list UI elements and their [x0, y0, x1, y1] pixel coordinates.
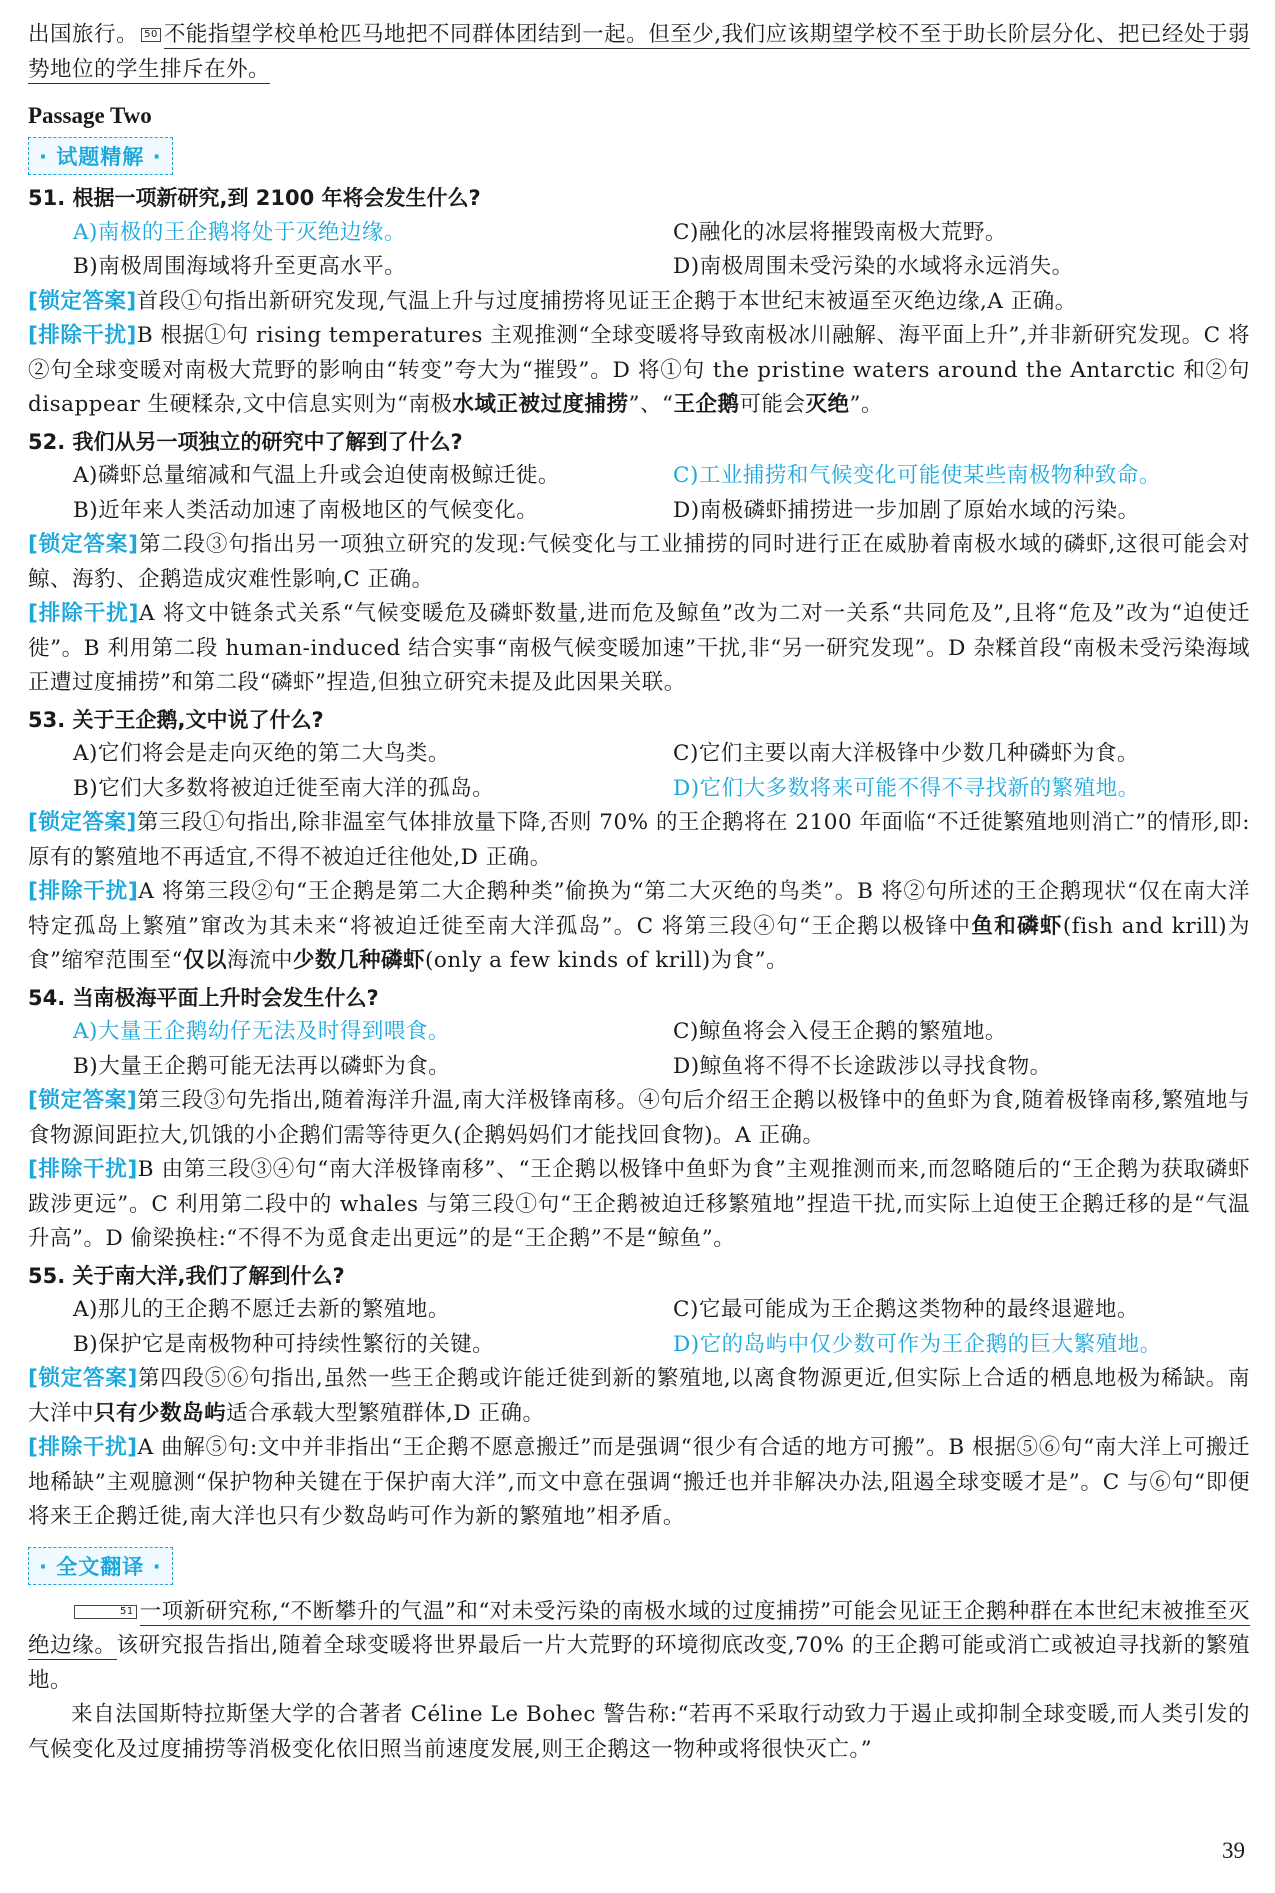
section-heading-analysis: · 试题精解 · — [28, 137, 173, 175]
page-content — [28, 18, 1250, 1767]
option-d: D)南极周围未受污染的水域将永远消失。 — [673, 254, 1074, 279]
sentence-marker: 51 — [74, 1605, 137, 1619]
option-b: B)大量王企鹅可能无法再以磷虾为食。 — [73, 1053, 451, 1079]
emphasis: 水域正被过度捕捞 — [452, 392, 629, 417]
question-51: 51. 根据一项新研究,到 2100 年将会发生什么? — [28, 186, 481, 210]
option-c: C)融化的冰层将摧毁南极大荒野。 — [673, 219, 1007, 245]
option-c: C)它们主要以南大洋极锋中少数几种磷虾为食。 — [673, 741, 1139, 766]
question-54: 54. 当南极海平面上升时会发生什么? — [28, 985, 379, 1010]
option-b: B)保护它是南极物种可持续性繁衍的关键。 — [73, 1331, 495, 1357]
intro-text: 出国旅行。 — [28, 22, 139, 47]
option-b: B)南极周围海域将升至更高水平。 — [73, 254, 407, 279]
option-c-correct: C)工业捕捞和气候变化可能使某些南极物种致命。 — [673, 463, 1161, 488]
lock-answer-label: [锁定答案] — [28, 1366, 138, 1391]
exclude-text: A 将第三段②句“王企鹅是第二大企鹅种类”偷换为“第二大灭绝的鸟类”。B 将②句所述的王企鹅现状“仅在南大洋特定孤岛上繁殖”窜改为其未来“将被迫迁徙至南大洋孤岛”。C 将第三段④句“王企鹅以极锋中 — [28, 879, 1250, 939]
sentence-marker: 50 — [141, 28, 161, 42]
question-55: 55. 关于南大洋,我们了解到什么? — [28, 1263, 345, 1288]
exclude-text: (fish and krill)为食”缩窄范围至“ — [28, 913, 1250, 973]
option-d: D)南极磷虾捕捞进一步加剧了原始水域的污染。 — [673, 497, 1140, 523]
distractor-explanation — [28, 1153, 1250, 1257]
exclude-label: [排除干扰] — [28, 879, 139, 904]
options-53 — [28, 737, 1250, 806]
lock-answer-text: 第三段①句指出,除非温室气体排放量下降,否则 70% 的王企鹅将在 2100 年面临“不迁徙繁殖地则消亡”的情形,即:原有的繁殖地不再适宜,不得不被迫迁往他处,D 正确。 — [28, 810, 1250, 870]
option-d-correct: D)它们大多数将来可能不得不寻找新的繁殖地。 — [673, 775, 1140, 801]
option-a: A)磷虾总量缩减和气温上升或会迫使南极鲸迁徙。 — [73, 463, 560, 488]
section-heading-translation: · 全文翻译 · — [28, 1547, 173, 1585]
distractor-explanation — [28, 875, 1250, 979]
exclude-text: A 曲解⑤句:文中并非指出“王企鹅不愿意搬迁”而是强调“很少有合适的地方可搬”。B 根据⑤⑥句“南大洋上可搬迁地稀缺”主观臆测“保护物种关键在于保护南大洋”,而文中意在强调“搬迁也并非解决办法,阻遏全球变暖才是”。C 与⑥句“即便将来王企鹅迁徙,南大洋也只有少数岛屿可作为新的繁殖地”相矛盾。 — [28, 1435, 1251, 1529]
answer-explanation — [28, 1362, 1250, 1431]
intro-paragraph — [28, 18, 1250, 87]
passage-title: Passage Two — [28, 103, 152, 128]
option-a: A)它们将会是走向灭绝的第二大鸟类。 — [73, 741, 450, 766]
option-a: A)那儿的王企鹅不愿迁去新的繁殖地。 — [73, 1297, 450, 1322]
option-a-correct: A)大量王企鹅幼仔无法及时得到喂食。 — [73, 1019, 450, 1044]
answer-explanation — [28, 285, 1250, 320]
option-c: C)它最可能成为王企鹅这类物种的最终退避地。 — [673, 1297, 1139, 1322]
exclude-label: [排除干扰] — [28, 1157, 138, 1182]
underlined-key-sentence: 一项新研究称,“不断攀升的气温”和“对未受污染的南极水域的过度捕捞”可能会见证王企鹅种群在本世纪末被推至灭绝边缘。 — [28, 1598, 1250, 1658]
option-d-correct: D)它的岛屿中仅少数可作为王企鹅的巨大繁殖地。 — [673, 1331, 1162, 1357]
translation-paragraph-2: 来自法国斯特拉斯堡大学的合著者 Céline Le Bohec 警告称:“若再不采取行动致力于遏止或抑制全球变暖,而人类引发的气候变化及过度捕捞等消极变化依旧照当前速度发展,则王企鹅这一物种或将很快灭亡。” — [28, 1702, 1250, 1762]
exclude-label: [排除干扰] — [28, 1435, 138, 1460]
lock-answer-label: [锁定答案] — [28, 288, 137, 314]
emphasis: 仅以 — [182, 948, 227, 973]
emphasis: 少数几种磷虾 — [293, 948, 426, 973]
lock-answer-label: [锁定答案] — [28, 810, 137, 835]
options-51 — [28, 216, 1250, 285]
page-number: 39 — [1222, 1838, 1245, 1863]
question-53: 53. 关于王企鹅,文中说了什么? — [28, 707, 324, 732]
exclude-label: [排除干扰] — [28, 601, 140, 626]
exclude-text: ”、“ — [628, 392, 674, 417]
exclude-text: B 由第三段③④句“南大洋极锋南移”、“王企鹅以极锋中鱼虾为食”主观推测而来,而忽略随后的“王企鹅为获取磷虾跋涉更远”。C 利用第二段中的 whales 与第三段①句“王企鹅被迫迁移繁殖地”捏造干扰,而实际上迫使王企鹅迁移的是“气温升高”。D 偷梁换柱:“不得不为觅食走出更远”的是“王企鹅”不是“鲸鱼”。 — [28, 1157, 1251, 1251]
exclude-label: [排除干扰] — [28, 323, 137, 348]
exclude-text: B 根据①句 rising temperatures 主观推测“全球变暖将导致南极冰川融解、海平面上升”,并非新研究发现。C 将②句全球变暖对南极大荒野的影响由“转变”夸大为“摧毁”。D 将①句 the pristine waters around the Antarctic 和②句 disappear 生硬糅杂,文中信息实则为“南极 — [28, 323, 1250, 417]
answer-explanation — [28, 528, 1250, 597]
emphasis: 鱼和磷虾 — [971, 913, 1063, 939]
exclude-text: A 将文中链条式关系“气候变暖危及磷虾数量,进而危及鲸鱼”改为二对一关系“共同危及”,且将“危及”改为“迫使迁徙”。B 利用第二段 human-induced 结合实事“南极气候变暖加速”干扰,非“另一研究发现”。D 杂糅首段“南极未受污染海域正遭过度捕捞”和第二段“磷虾”捏造,但独立研究未提及此因果关联。 — [28, 601, 1250, 695]
exclude-text: ”。 — [849, 392, 884, 417]
emphasis: 王企鹅 — [673, 392, 740, 417]
option-c: C)鲸鱼将会入侵王企鹅的繁殖地。 — [673, 1019, 1007, 1044]
distractor-explanation — [28, 597, 1250, 701]
lock-answer-label: [锁定答案] — [28, 532, 139, 557]
option-a-correct: A)南极的王企鹅将处于灭绝边缘。 — [73, 219, 406, 245]
exclude-text: (only a few kinds of krill)为食”。 — [425, 948, 789, 973]
underlined-key-sentence: 不能指望学校单枪匹马地把不同群体团结到一起。但至少,我们应该期望学校不至于助长阶层分化、把已经处于弱势地位的学生排斥在外。 — [28, 22, 1250, 82]
distractor-explanation — [28, 1431, 1250, 1535]
emphasis: 只有少数岛屿 — [94, 1400, 227, 1426]
option-d: D)鲸鱼将不得不长途跋涉以寻找食物。 — [673, 1053, 1052, 1079]
answer-explanation — [28, 806, 1250, 875]
lock-answer-text: 首段①句指出新研究发现,气温上升与过度捕捞将见证王企鹅于本世纪末被逼至灭绝边缘,A 正确。 — [136, 288, 1077, 314]
lock-answer-text: 第二段③句指出另一项独立研究的发现:气候变化与工业捕捞的同时进行正在威胁着南极水域的磷虾,这很可能会对鲸、海豹、企鹅造成灾难性影响,C 正确。 — [28, 532, 1250, 592]
options-52 — [28, 459, 1250, 528]
lock-answer-label: [锁定答案] — [28, 1088, 138, 1113]
lock-answer-text: 适合承载大型繁殖群体,D 正确。 — [226, 1400, 545, 1426]
lock-answer-text: 第四段⑤⑥句指出,虽然一些王企鹅或许能迁徙到新的繁殖地,以离食物源更近,但实际上合适的栖息地极为稀缺。南大洋中 — [28, 1366, 1250, 1426]
translation-text: 该研究报告指出,随着全球变暖将世界最后一片大荒野的环境彻底改变,70% 的王企鹅可能或消亡或被迫寻找新的繁殖地。 — [28, 1633, 1250, 1693]
options-54 — [28, 1015, 1250, 1084]
exclude-text: 可能会 — [739, 392, 806, 417]
exclude-text: 海流中 — [227, 948, 294, 973]
lock-answer-text: 第三段③句先指出,随着海洋升温,南大洋极锋南移。④句后介绍王企鹅以极锋中的鱼虾为食,随着极锋南移,繁殖地与食物源间距拉大,饥饿的小企鹅们需等待更久(企鹅妈妈们才能找回食物)。A 正确。 — [28, 1088, 1250, 1148]
distractor-explanation — [28, 319, 1250, 423]
question-52: 52. 我们从另一项独立的研究中了解到了什么? — [28, 429, 463, 454]
answer-explanation — [28, 1084, 1250, 1153]
option-b: B)它们大多数将被迫迁徙至南大洋的孤岛。 — [73, 775, 495, 801]
emphasis: 灭绝 — [805, 392, 850, 417]
options-55 — [28, 1293, 1250, 1362]
translation-paragraph-1 — [28, 1595, 1250, 1699]
option-b: B)近年来人类活动加速了南极地区的气候变化。 — [73, 497, 539, 523]
